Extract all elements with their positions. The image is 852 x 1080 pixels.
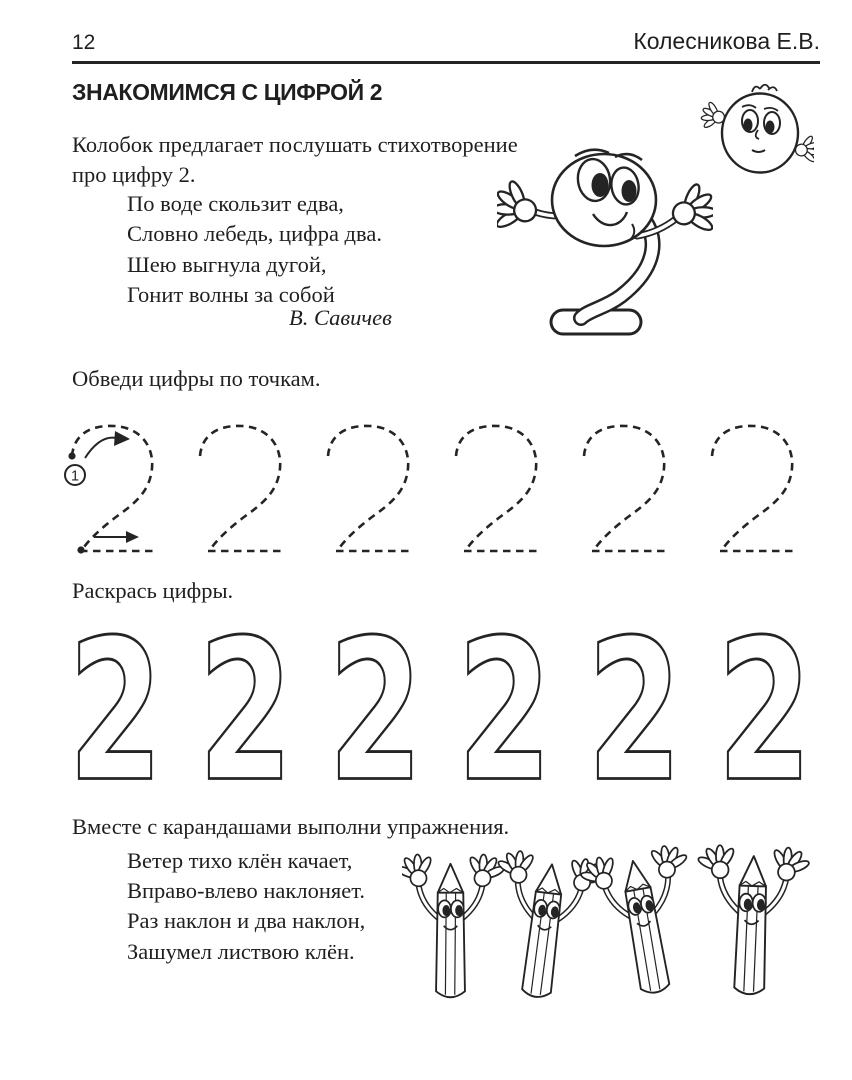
color-digit-2[interactable] xyxy=(457,632,552,792)
lesson-title: ЗНАКОМИМСЯ С ЦИФРОЙ 2 xyxy=(72,79,383,105)
poem-maple xyxy=(127,846,365,967)
trace-task-label: Обведи цифры по точкам. xyxy=(72,366,321,391)
trace-digit-2[interactable] xyxy=(320,420,420,556)
number-two-character-illustration xyxy=(497,138,713,352)
header-author: Колесникова Е.В. xyxy=(633,28,820,54)
svg-text:2: 2 xyxy=(327,632,423,792)
color-digit-2[interactable] xyxy=(68,632,163,792)
svg-text:2: 2 xyxy=(68,632,163,792)
intro-line: Колобок предлагает послушать стихотворение xyxy=(72,132,518,157)
pencil-character xyxy=(402,849,509,997)
color-task-label: Раскрась цифры. xyxy=(72,578,234,603)
trace-digits-row[interactable] xyxy=(64,420,804,556)
pencil-characters-illustration xyxy=(402,843,817,1035)
pencil-character xyxy=(573,843,713,1002)
direction-arrowhead-base xyxy=(126,531,139,543)
poem-line: Гонит волны за собой xyxy=(127,282,335,308)
color-digit-2[interactable] xyxy=(587,632,682,792)
poem-line: Шею выгнула дугой, xyxy=(127,251,327,277)
svg-text:2: 2 xyxy=(197,632,293,792)
page-header xyxy=(72,28,820,55)
end-dot xyxy=(77,546,84,553)
exercise-task-label: Вместе с карандашами выполни упражнения. xyxy=(72,814,510,839)
poem-swan xyxy=(127,189,382,311)
trace-digit-2[interactable] xyxy=(576,420,676,556)
start-dot xyxy=(68,452,75,459)
header-divider xyxy=(72,61,820,64)
pencil-character xyxy=(689,843,815,996)
svg-text:2: 2 xyxy=(587,632,683,792)
poem-line: Раз наклон и два наклон, xyxy=(127,908,366,934)
page-number: 12 xyxy=(72,31,96,54)
poem-line: Зашумел листвою клён. xyxy=(127,938,355,964)
color-digits-row[interactable] xyxy=(68,632,812,792)
svg-text:2: 2 xyxy=(717,632,812,792)
trace-digit-2[interactable] xyxy=(448,420,548,556)
color-digit-2[interactable] xyxy=(198,632,293,792)
poem-author: В. Савичев xyxy=(289,305,392,330)
step-1-number: 1 xyxy=(70,468,80,485)
poem-line: Ветер тихо клён качает, xyxy=(127,848,353,873)
color-digit-2[interactable] xyxy=(717,632,812,792)
kolobok-icon xyxy=(694,80,814,184)
poem-line: Вправо-влево наклоняет. xyxy=(127,878,365,904)
svg-text:2: 2 xyxy=(457,632,553,792)
poem-line: По воде скользит едва, xyxy=(127,191,344,216)
poem-line: Словно лебедь, цифра два. xyxy=(127,221,382,247)
intro-paragraph xyxy=(72,130,518,189)
trace-digit-2[interactable] xyxy=(192,420,292,556)
color-digit-2[interactable] xyxy=(328,632,423,792)
trace-digit-2-guided[interactable] xyxy=(64,420,164,556)
direction-arrow-curve xyxy=(85,438,116,458)
intro-line: про цифру 2. xyxy=(72,161,196,187)
trace-digit-2[interactable] xyxy=(704,420,804,556)
direction-arrowhead xyxy=(114,431,130,446)
